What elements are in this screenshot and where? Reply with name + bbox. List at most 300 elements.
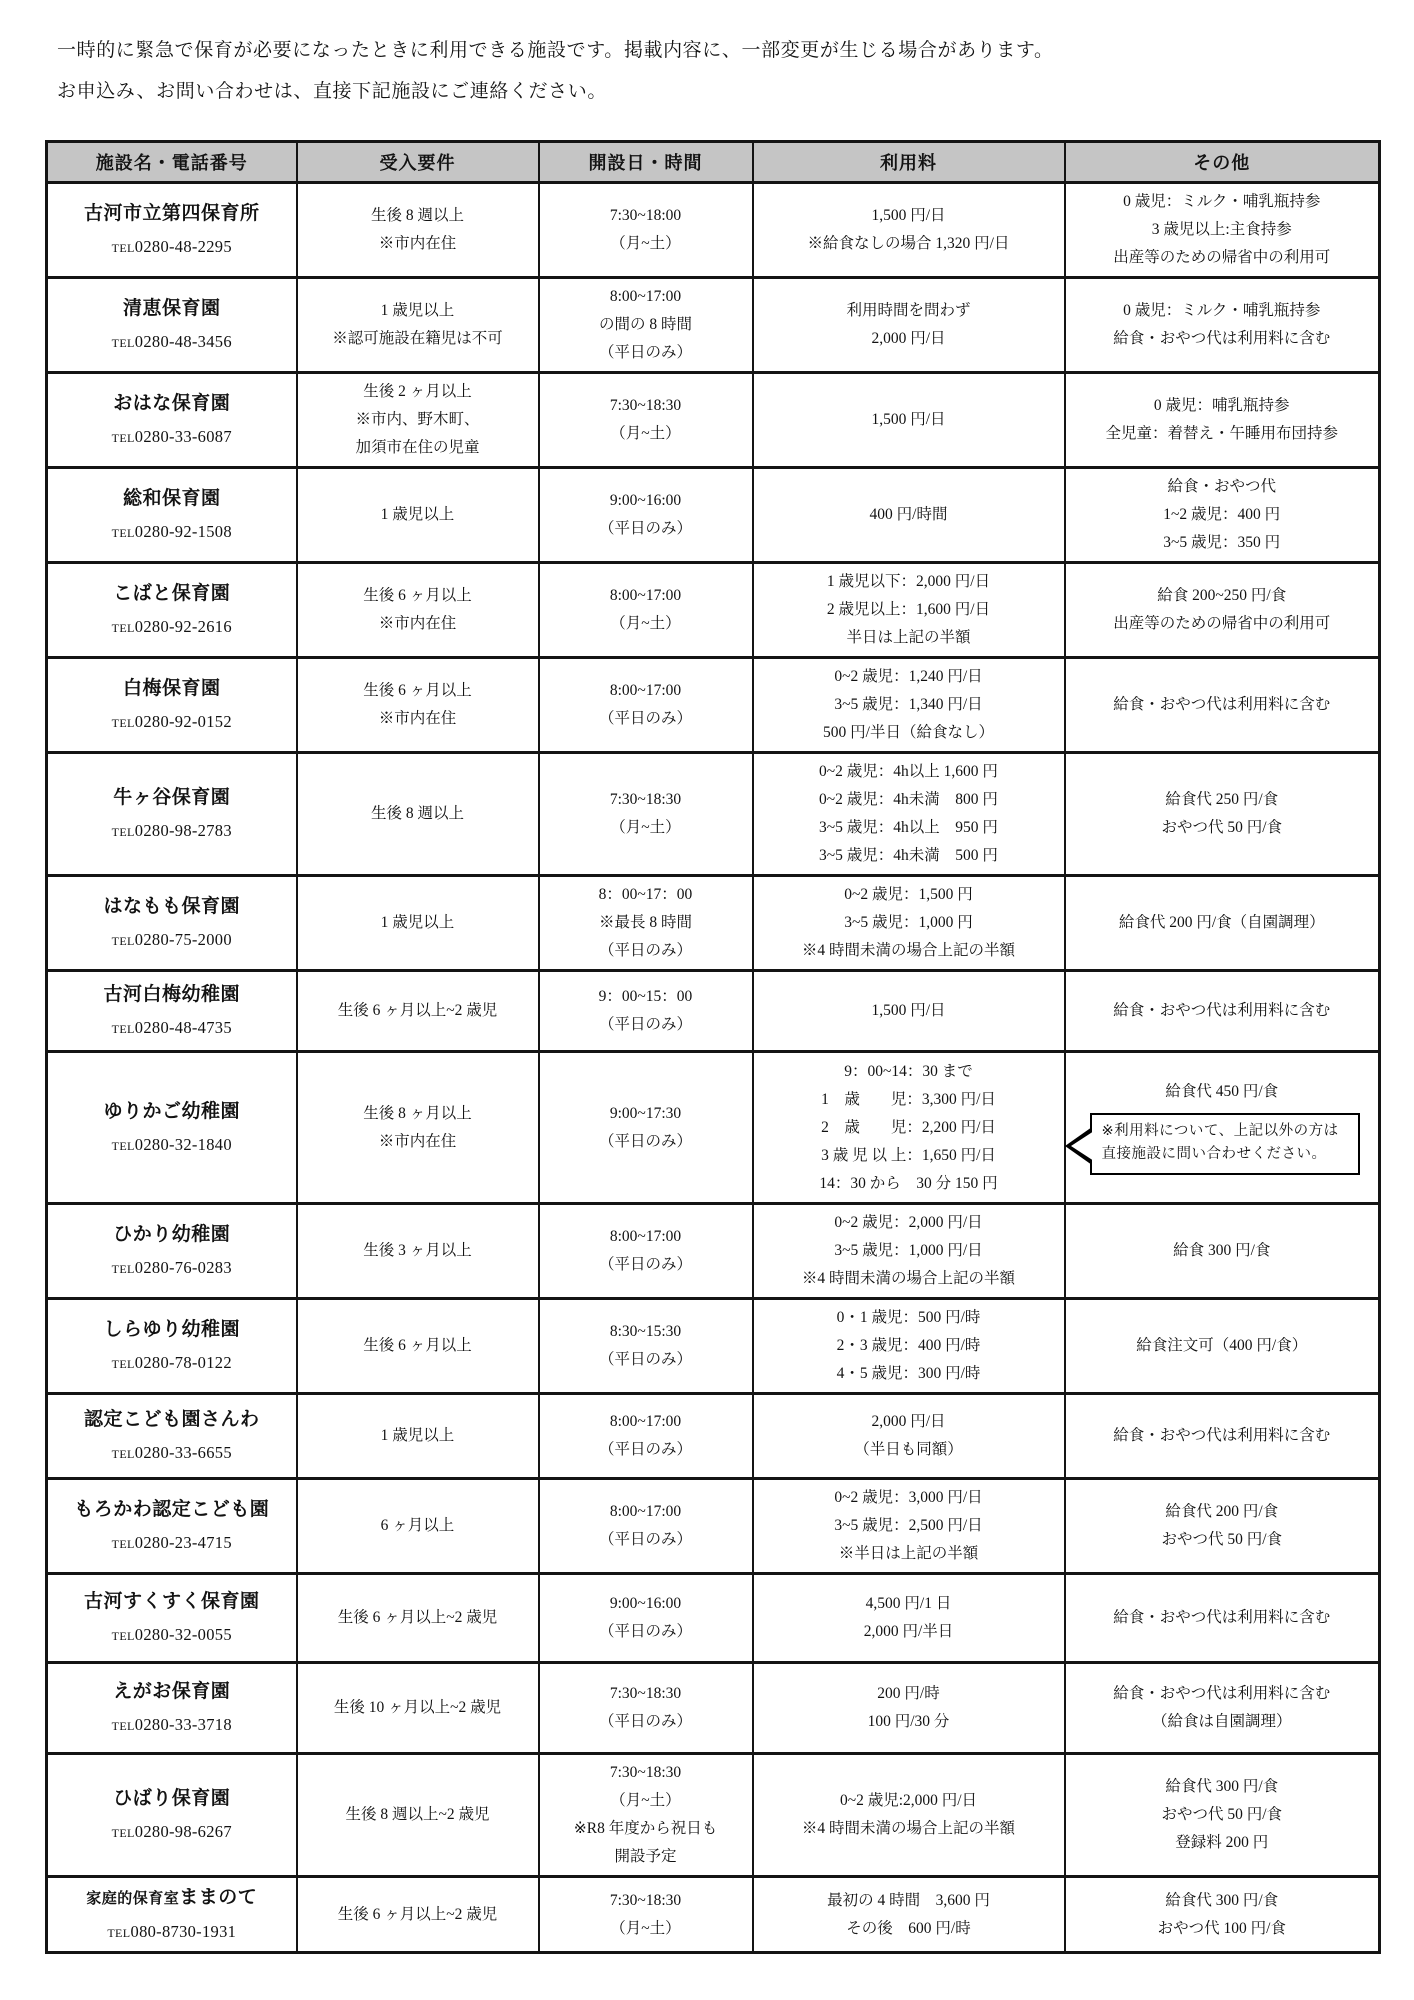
- other-cell-line: 給食 200~250 円/食: [1157, 587, 1287, 604]
- requirements-cell: [297, 753, 539, 876]
- facility-name-text: 牛ヶ谷保育園: [113, 787, 231, 808]
- other-cell-line: おやつ代 50 円/食: [1161, 1531, 1283, 1548]
- facility-name-cell: [47, 563, 297, 658]
- fee-cell-line: 1 歳 児：3,300 円/日: [821, 1090, 996, 1108]
- tel-label: TEL: [111, 1719, 135, 1733]
- facility-name: [50, 676, 294, 702]
- fee-cell-line: 0~2 歳児：4h以上 1,600 円: [819, 763, 998, 780]
- fee-cell-line: 0~2 歳児：1,240 円/日: [834, 668, 983, 685]
- schedule-cell-line: 7:30~18:30: [609, 791, 682, 808]
- fee-cell: [753, 658, 1065, 753]
- tel-number: 0280-76-0283: [134, 1258, 232, 1277]
- other-cell-line: 給食注文可（400 円/食）: [1136, 1337, 1308, 1354]
- other-cell-line: 0 歳児：哺乳瓶持参: [1153, 397, 1290, 414]
- other-cell-line: 給食代 300 円/食: [1165, 1778, 1279, 1795]
- fee-cell-line: ※4 時間未満の場合上記の半額: [801, 1270, 1016, 1287]
- schedule-cell-line: （月~土）: [610, 819, 681, 836]
- facility-tel: [50, 616, 294, 639]
- header-other: その他: [1065, 142, 1380, 183]
- schedule-cell-line: 8:00~17:00: [609, 682, 682, 699]
- facility-tel: [50, 929, 294, 952]
- schedule-cell-line: 開設予定: [614, 1848, 677, 1865]
- other-cell: [1065, 563, 1380, 658]
- requirements-cell-line: ※市内在住: [378, 710, 457, 727]
- fee-cell-line: 2 歳 児：2,200 円/日: [821, 1118, 996, 1136]
- other-cell-line: 給食 300 円/食: [1173, 1242, 1271, 1259]
- facility-tel: [50, 1532, 294, 1555]
- other-cell-line: 登録料 200 円: [1175, 1834, 1269, 1851]
- facility-tel: [50, 711, 294, 734]
- schedule-cell: [539, 1754, 753, 1877]
- other-cell-line: 1~2 歳児：400 円: [1163, 506, 1281, 523]
- facility-name-cell: [47, 876, 297, 971]
- tel-label: TEL: [111, 1537, 135, 1551]
- facility-row: [47, 1877, 1380, 1953]
- requirements-cell-line: 生後 8 週以上: [370, 805, 464, 822]
- facility-tel: [50, 1134, 294, 1157]
- requirements-cell: [297, 1877, 539, 1953]
- tel-label: TEL: [111, 336, 135, 350]
- requirements-cell-line: 生後 6 ヶ月以上: [363, 1337, 472, 1354]
- schedule-cell-line: 8:30~15:30: [609, 1323, 682, 1340]
- schedule-cell-line: 9:00~17:30: [609, 1104, 682, 1122]
- facility-name: [50, 1317, 294, 1343]
- fee-cell: [753, 278, 1065, 373]
- schedule-cell-line: （平日のみ）: [598, 1256, 692, 1273]
- other-cell: [1065, 278, 1380, 373]
- other-cell-line: 出産等のための帰省中の利用可: [1113, 249, 1331, 266]
- schedule-cell-line: （月~土）: [610, 235, 681, 252]
- schedule-cell-line: （平日のみ）: [598, 1132, 692, 1150]
- schedule-cell: [539, 1574, 753, 1663]
- other-cell-line: おやつ代 50 円/食: [1161, 1806, 1283, 1823]
- other-cell-line: おやつ代 100 円/食: [1157, 1919, 1286, 1937]
- other-cell-line: 給食・おやつ代: [1167, 478, 1276, 495]
- facility-row: [47, 1663, 1380, 1754]
- other-cell: [1065, 876, 1380, 971]
- facility-name-text: 古河白梅幼稚園: [103, 984, 240, 1005]
- requirements-cell: [297, 876, 539, 971]
- schedule-cell-line: 7:30~18:30: [609, 1891, 682, 1909]
- tel-label: TEL: [111, 1022, 135, 1036]
- other-cell-line: （給食は自園調理）: [1151, 1713, 1292, 1730]
- facility-tel: [50, 1442, 294, 1465]
- facility-name: [50, 581, 294, 607]
- intro-text: [57, 30, 1377, 112]
- fee-cell-line: 200 円/時: [877, 1685, 940, 1702]
- requirements-cell: [297, 1394, 539, 1479]
- schedule-cell-line: （月~土）: [610, 1919, 681, 1937]
- requirements-cell: [297, 971, 539, 1052]
- facility-tel: [50, 426, 294, 449]
- schedule-cell-line: 8:00~17:00: [609, 587, 682, 604]
- fee-cell-line: 2・3 歳児：400 円/時: [836, 1337, 981, 1354]
- schedule-cell-line: （平日のみ）: [598, 1441, 692, 1458]
- tel-number: 0280-48-2295: [134, 237, 232, 256]
- fee-cell-line: （半日も同額）: [854, 1441, 963, 1458]
- facility-name-text: しらゆり幼稚園: [103, 1319, 240, 1340]
- facility-name-cell: [47, 1479, 297, 1574]
- requirements-cell-line: 生後 8 ヶ月以上: [363, 1104, 472, 1122]
- fee-cell-line: 3~5 歳児：1,340 円/日: [834, 696, 983, 713]
- fee-cell: [753, 1204, 1065, 1299]
- fee-cell-line: 1,500 円/日: [871, 207, 946, 224]
- schedule-cell: [539, 373, 753, 468]
- facility-tel: [50, 521, 294, 544]
- table-header-row: [47, 142, 1380, 183]
- facility-tel: [50, 1257, 294, 1280]
- other-cell: [1065, 1479, 1380, 1574]
- facility-name-cell: [47, 278, 297, 373]
- other-cell: [1065, 1574, 1380, 1663]
- schedule-cell: [539, 278, 753, 373]
- requirements-cell-line: ※認可施設在籍児は不可: [332, 330, 503, 347]
- facility-name-cell: [47, 468, 297, 563]
- schedule-cell: [539, 1479, 753, 1574]
- fee-cell-line: 0~2 歳児：4h未満 800 円: [819, 791, 998, 808]
- requirements-cell: [297, 563, 539, 658]
- tel-number: 0280-75-2000: [134, 930, 232, 949]
- other-cell: [1065, 1663, 1380, 1754]
- facility-name-text: こばと保育園: [113, 583, 231, 604]
- facility-row: [47, 563, 1380, 658]
- schedule-cell-line: 9:00~16:00: [609, 1595, 682, 1612]
- fee-cell-line: 3~5 歳児：1,000 円/日: [834, 1242, 983, 1259]
- other-cell: [1065, 753, 1380, 876]
- schedule-cell-line: ※最長 8 時間: [598, 914, 692, 931]
- other-cell-line: 給食・おやつ代は利用料に含む: [1113, 696, 1331, 713]
- facility-name-text: 認定こども園さんわ: [83, 1409, 260, 1430]
- schedule-cell-line: （平日のみ）: [598, 344, 692, 361]
- tel-number: 0280-98-6267: [134, 1822, 232, 1841]
- facility-name-text: 清恵保育園: [122, 298, 221, 319]
- other-cell-line: 給食・おやつ代は利用料に含む: [1113, 1609, 1331, 1626]
- header-requirements: 受入要件: [297, 142, 539, 183]
- facility-tel: [50, 1921, 294, 1944]
- schedule-cell-line: （月~土）: [610, 1792, 681, 1809]
- fee-cell-line: 500 円/半日（給食なし）: [823, 724, 994, 741]
- requirements-cell: [297, 468, 539, 563]
- fee-cell: [753, 1877, 1065, 1953]
- facility-name: [50, 1407, 294, 1433]
- tel-number: 0280-33-3718: [134, 1715, 232, 1734]
- other-cell-line: 3 歳児以上:主食持参: [1151, 221, 1292, 238]
- facility-tel: [50, 1821, 294, 1844]
- schedule-cell-line: 8:00~17:00: [609, 1503, 682, 1520]
- facility-row: [47, 183, 1380, 278]
- intro-line-2: お申込み、お問い合わせは、直接下記施設にご連絡ください。: [57, 81, 607, 102]
- schedule-cell: [539, 563, 753, 658]
- facility-tel: [50, 331, 294, 354]
- requirements-cell: [297, 1204, 539, 1299]
- tel-number: 0280-92-0152: [134, 712, 232, 731]
- tel-label: TEL: [111, 241, 135, 255]
- facility-name: [50, 1589, 294, 1615]
- schedule-cell-line: （月~土）: [610, 425, 681, 442]
- facility-name-text: おはな保育園: [113, 393, 231, 414]
- facility-name-text: ままのて: [179, 1887, 258, 1908]
- tel-number: 0280-78-0122: [134, 1353, 232, 1372]
- requirements-cell-line: 加須市在住の児童: [355, 439, 480, 456]
- facility-name-cell: [47, 183, 297, 278]
- tel-number: 0280-48-4735: [134, 1018, 232, 1037]
- requirements-cell-line: 生後 8 週以上~2 歳児: [345, 1806, 490, 1823]
- requirements-cell-line: 生後 6 ヶ月以上: [363, 682, 472, 699]
- schedule-cell: [539, 658, 753, 753]
- facility-name-cell: [47, 1394, 297, 1479]
- schedule-cell-line: （平日のみ）: [598, 1351, 692, 1368]
- fee-cell-line: 400 円/時間: [869, 506, 948, 523]
- fee-cell-line: 利用時間を問わず: [846, 302, 971, 319]
- facility-name: [50, 1222, 294, 1248]
- requirements-cell-line: 生後 6 ヶ月以上~2 歳児: [337, 1905, 498, 1923]
- tel-label: TEL: [107, 1926, 131, 1940]
- schedule-cell-line: 8:00~17:00: [609, 1413, 682, 1430]
- facility-name-cell: [47, 753, 297, 876]
- fee-cell-line: 1 歳児以下：2,000 円/日: [826, 573, 991, 590]
- facility-row: [47, 1394, 1380, 1479]
- requirements-cell-line: ※市内在住: [378, 615, 457, 632]
- requirements-cell-line: 生後 6 ヶ月以上~2 歳児: [337, 1609, 498, 1626]
- tel-label: TEL: [111, 526, 135, 540]
- facility-name-cell: [47, 1574, 297, 1663]
- facility-name: [50, 894, 294, 920]
- facility-name-prefix: 家庭的保育室: [86, 1890, 180, 1907]
- schedule-cell-line: 9:00~16:00: [609, 492, 682, 509]
- fee-cell-line: ※半日は上記の半額: [838, 1545, 979, 1562]
- schedule-cell: [539, 876, 753, 971]
- facility-name-text: ゆりかご幼稚園: [103, 1100, 240, 1122]
- requirements-cell-line: 1 歳児以上: [380, 506, 455, 523]
- schedule-cell-line: 8:00~17:00: [609, 288, 682, 305]
- schedule-cell-line: 8：00~17：00: [598, 886, 693, 903]
- requirements-cell: [297, 1574, 539, 1663]
- header-schedule: 開設日・時間: [539, 142, 753, 183]
- fee-cell-line: 4,500 円/1 日: [865, 1595, 952, 1612]
- other-cell-line: 給食代 200 円/食（自園調理）: [1118, 914, 1325, 931]
- fee-cell-line: 14：30 から 30 分 150 円: [819, 1174, 998, 1192]
- schedule-cell: [539, 1394, 753, 1479]
- requirements-cell-line: 1 歳児以上: [380, 914, 455, 931]
- schedule-cell: [539, 183, 753, 278]
- requirements-cell: [297, 1663, 539, 1754]
- tel-number: 0280-92-2616: [134, 617, 232, 636]
- other-cell-line: 給食・おやつ代は利用料に含む: [1113, 1685, 1331, 1702]
- other-cell: [1065, 1394, 1380, 1479]
- facility-name-cell: [47, 373, 297, 468]
- facility-row: [47, 1754, 1380, 1877]
- other-cell: [1065, 658, 1380, 753]
- other-cell: [1065, 1877, 1380, 1953]
- fee-cell-line: 最初の 4 時間 3,600 円: [827, 1891, 990, 1909]
- facility-row: [47, 753, 1380, 876]
- fee-cell-line: 0~2 歳児：1,500 円: [844, 886, 973, 903]
- tel-label: TEL: [111, 1629, 135, 1643]
- fee-cell-line: 0・1 歳児：500 円/時: [836, 1309, 981, 1326]
- facility-row: [47, 1299, 1380, 1394]
- tel-number: 080-8730-1931: [130, 1922, 237, 1941]
- facility-name-cell: [47, 1299, 297, 1394]
- facility-name-cell: [47, 1204, 297, 1299]
- fee-note-callout: [1090, 1113, 1361, 1175]
- facility-name-cell: [47, 971, 297, 1052]
- tel-number: 0280-32-1840: [134, 1134, 232, 1154]
- facility-name: [50, 486, 294, 512]
- other-cell-line: 3~5 歳児：350 円: [1163, 534, 1281, 551]
- schedule-cell-line: 7:30~18:30: [609, 1764, 682, 1781]
- other-cell-line: 全児童：着替え・午睡用布団持参: [1105, 425, 1338, 442]
- fee-cell: [753, 1479, 1065, 1574]
- fee-cell: [753, 563, 1065, 658]
- facility-row: [47, 876, 1380, 971]
- schedule-cell: [539, 468, 753, 563]
- facility-name-text: 白梅保育園: [122, 678, 221, 699]
- facility-name: [50, 391, 294, 417]
- facilities-table: [45, 140, 1381, 1954]
- tel-label: TEL: [111, 934, 135, 948]
- facility-name-text: ひばり保育園: [113, 1788, 231, 1809]
- requirements-cell-line: 生後 2 ヶ月以上: [363, 383, 472, 400]
- other-cell-line: 給食代 200 円/食: [1165, 1503, 1279, 1520]
- fee-cell: [753, 373, 1065, 468]
- fee-cell-line: 2,000 円/半日: [863, 1623, 954, 1640]
- tel-number: 0280-32-0055: [134, 1625, 232, 1644]
- fee-cell-line: ※4 時間未満の場合上記の半額: [801, 1820, 1016, 1837]
- schedule-cell-line: （平日のみ）: [598, 942, 692, 959]
- tel-label: TEL: [111, 1262, 135, 1276]
- schedule-cell-line: （平日のみ）: [598, 710, 692, 727]
- tel-number: 0280-33-6655: [134, 1443, 232, 1462]
- other-cell-line: 給食代 300 円/食: [1165, 1891, 1279, 1909]
- requirements-cell: [297, 1052, 539, 1204]
- facility-name-cell: [47, 1052, 297, 1204]
- fee-cell-line: 2,000 円/日: [871, 1413, 946, 1430]
- requirements-cell-line: 生後 10 ヶ月以上~2 歳児: [333, 1699, 502, 1716]
- requirements-cell-line: ※市内、野木町、: [355, 411, 480, 428]
- tel-label: TEL: [111, 825, 135, 839]
- schedule-cell: [539, 971, 753, 1052]
- facility-row: [47, 971, 1380, 1052]
- facility-name-text: ひかり幼稚園: [113, 1224, 231, 1245]
- fee-cell-line: 半日は上記の半額: [846, 629, 971, 646]
- requirements-cell-line: 生後 8 週以上: [370, 207, 464, 224]
- tel-label: TEL: [111, 1826, 135, 1840]
- requirements-cell-line: 6 ヶ月以上: [380, 1517, 455, 1534]
- facility-row: [47, 1052, 1380, 1204]
- facility-tel: [50, 1714, 294, 1737]
- facility-name: [50, 1679, 294, 1705]
- schedule-cell-line: （平日のみ）: [598, 1016, 692, 1033]
- schedule-cell-line: 7:30~18:30: [609, 397, 682, 414]
- fee-cell-line: 3~5 歳児：1,000 円: [844, 914, 973, 931]
- requirements-cell: [297, 278, 539, 373]
- requirements-cell: [297, 658, 539, 753]
- facility-tel: [50, 820, 294, 843]
- fee-cell-line: 1,500 円/日: [871, 411, 946, 428]
- other-cell: [1065, 468, 1380, 563]
- requirements-cell: [297, 1754, 539, 1877]
- tel-label: TEL: [111, 1357, 135, 1371]
- other-cell-line: 給食・おやつ代は利用料に含む: [1113, 330, 1331, 347]
- fee-cell-line: 3~5 歳児：4h以上 950 円: [819, 819, 998, 836]
- other-cell-line: 出産等のための帰省中の利用可: [1113, 615, 1331, 632]
- fee-cell-line: 0~2 歳児:2,000 円/日: [839, 1792, 978, 1809]
- tel-label: TEL: [111, 431, 135, 445]
- other-cell-line: 給食代 250 円/食: [1165, 791, 1279, 808]
- facility-name: [50, 1885, 294, 1912]
- schedule-cell-line: 7:30~18:00: [609, 207, 682, 224]
- fee-cell-line: 100 円/30 分: [867, 1713, 950, 1730]
- facility-row: [47, 658, 1380, 753]
- facility-name: [50, 201, 294, 227]
- requirements-cell-line: ※市内在住: [378, 1132, 457, 1150]
- tel-number: 0280-33-6087: [134, 427, 232, 446]
- other-cell-line: おやつ代 50 円/食: [1161, 819, 1283, 836]
- facilities-table-body: [47, 183, 1380, 1953]
- fee-cell: [753, 971, 1065, 1052]
- header-fee: 利用料: [753, 142, 1065, 183]
- requirements-cell: [297, 1299, 539, 1394]
- facility-name-text: 古河市立第四保育所: [83, 203, 260, 224]
- fee-cell-line: 4・5 歳児：300 円/時: [836, 1365, 981, 1382]
- fee-cell-line: 3 歳 児 以 上：1,650 円/日: [821, 1146, 996, 1164]
- facility-tel: [50, 1624, 294, 1647]
- tel-label: TEL: [111, 716, 135, 730]
- schedule-cell-line: ※R8 年度から祝日も: [573, 1820, 718, 1837]
- fee-cell: [753, 183, 1065, 278]
- fee-cell-line: 3~5 歳児：2,500 円/日: [834, 1517, 983, 1534]
- schedule-cell: [539, 753, 753, 876]
- schedule-cell-line: （月~土）: [610, 615, 681, 632]
- fee-cell-line: ※給食なしの場合 1,320 円/日: [807, 235, 1010, 252]
- fee-cell: [753, 468, 1065, 563]
- facility-name-cell: [47, 1663, 297, 1754]
- fee-cell-line: 2 歳児以上：1,600 円/日: [826, 601, 991, 618]
- fee-cell: [753, 1299, 1065, 1394]
- fee-cell: [753, 876, 1065, 971]
- fee-cell-line: 9：00~14：30 まで: [844, 1062, 973, 1080]
- other-cell-line: 0 歳児：ミルク・哺乳瓶持参: [1123, 193, 1321, 210]
- requirements-cell: [297, 1479, 539, 1574]
- fee-cell-line: ※4 時間未満の場合上記の半額: [801, 942, 1016, 959]
- fee-cell-line: 0~2 歳児：2,000 円/日: [834, 1214, 983, 1231]
- requirements-cell: [297, 183, 539, 278]
- tel-label: TEL: [111, 1138, 135, 1153]
- facility-name: [50, 785, 294, 811]
- schedule-cell-line: （平日のみ）: [598, 1623, 692, 1640]
- schedule-cell: [539, 1052, 753, 1204]
- requirements-cell-line: 1 歳児以上: [380, 302, 455, 319]
- tel-number: 0280-92-1508: [134, 522, 232, 541]
- facility-name: [50, 982, 294, 1008]
- facility-row: [47, 1479, 1380, 1574]
- facility-row: [47, 373, 1380, 468]
- schedule-cell-line: 8:00~17:00: [609, 1228, 682, 1245]
- facility-name-text: はなもも保育園: [103, 896, 240, 917]
- other-cell: [1065, 1754, 1380, 1877]
- requirements-cell-line: 1 歳児以上: [380, 1427, 455, 1444]
- schedule-cell-line: （平日のみ）: [598, 1713, 692, 1730]
- other-cell: [1065, 183, 1380, 278]
- fee-cell: [753, 1574, 1065, 1663]
- facility-name: [50, 1497, 294, 1523]
- fee-cell: [753, 1663, 1065, 1754]
- facility-name: [50, 1786, 294, 1812]
- schedule-cell: [539, 1663, 753, 1754]
- facility-row: [47, 1204, 1380, 1299]
- schedule-cell-line: 9：00~15：00: [598, 988, 693, 1005]
- fee-cell-line: 0~2 歳児：3,000 円/日: [834, 1489, 983, 1506]
